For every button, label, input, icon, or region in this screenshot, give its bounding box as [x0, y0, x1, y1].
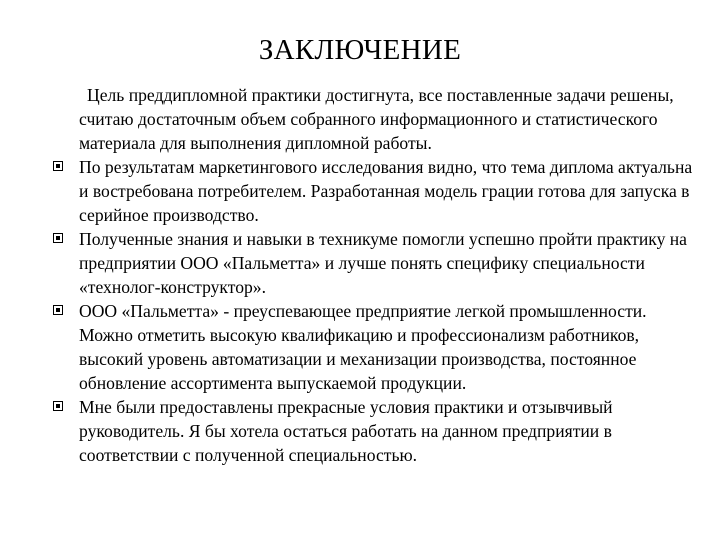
bullet-text: Мне были предоставлены прекрасные условия практики и отзывчивый руководитель. Я бы хотела остаться работать на данном предприятии в соответствии с полученной специальностью.	[79, 397, 613, 465]
bullet-text: По результатам маркетингового исследования видно, что тема диплома актуальна и востребована потребителем. Разработанная модель грации готова для запуска в серийное производство.	[79, 157, 693, 225]
slide-title: ЗАКЛЮЧЕНИЕ	[258, 34, 462, 66]
bullet-item	[79, 227, 699, 299]
bullet-item	[79, 395, 699, 467]
slide-body	[79, 83, 699, 467]
intro-paragraph: Цель преддипломной практики достигнута, все поставленные задачи решены, считаю достаточным объем собранного информационного и статистического материала для выполнения дипломной работы.	[79, 85, 674, 153]
square-bullet-icon	[53, 233, 63, 243]
bullet-text: Полученные знания и навыки в техникуме помогли успешно пройти практику на предприятии ООО «Пальметта» и лучше понять специфику специальности «технолог-конструктор».	[79, 229, 687, 297]
square-bullet-icon	[53, 161, 63, 171]
square-bullet-icon	[53, 305, 63, 315]
bullet-item	[79, 299, 699, 395]
bullet-text: ООО «Пальметта» - преуспевающее предприятие легкой промышленности. Можно отметить высокую квалификацию и профессионализм работников, высокий уровень автоматизации и механизации производства, постоянное обновление ассортимента выпускаемой продукции.	[79, 301, 647, 393]
square-bullet-icon	[53, 401, 63, 411]
bullet-item	[79, 155, 699, 227]
